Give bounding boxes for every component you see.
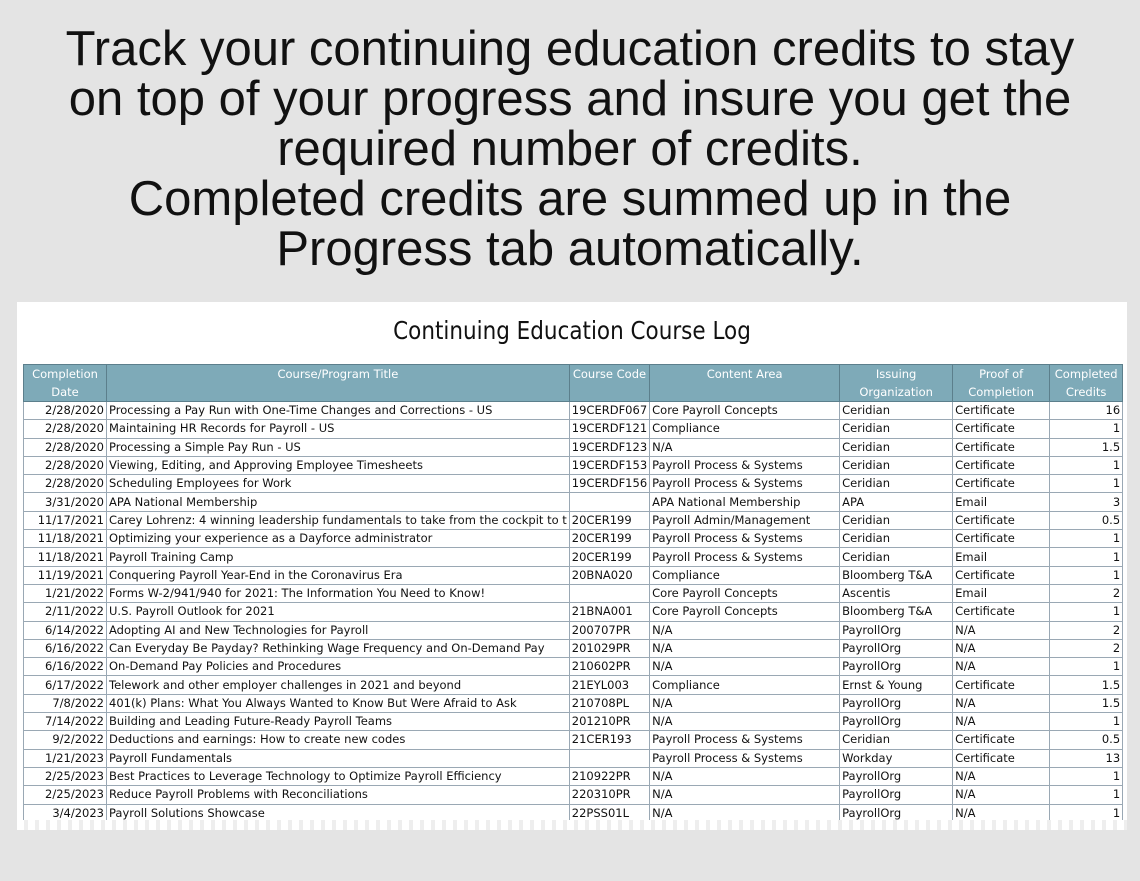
cell-proof[interactable]: N/A bbox=[953, 621, 1050, 639]
cell-date[interactable]: 2/11/2022 bbox=[24, 603, 107, 621]
cell-title[interactable]: Payroll Fundamentals bbox=[107, 749, 570, 767]
cell-code[interactable]: 19CERDF123 bbox=[569, 438, 649, 456]
cell-credits[interactable]: 1 bbox=[1050, 713, 1123, 731]
cell-date[interactable]: 3/31/2020 bbox=[24, 493, 107, 511]
cell-content-area[interactable]: Payroll Process & Systems bbox=[650, 456, 840, 474]
cell-code[interactable]: 21CER193 bbox=[569, 731, 649, 749]
cell-title[interactable]: Adopting AI and New Technologies for Payroll bbox=[107, 621, 570, 639]
cell-credits[interactable]: 2 bbox=[1050, 621, 1123, 639]
table-row bbox=[24, 511, 1123, 529]
column-header[interactable]: Course/Program Title bbox=[107, 365, 570, 402]
cell-credits[interactable]: 1 bbox=[1050, 804, 1123, 822]
cell-organization[interactable]: Bloomberg T&A bbox=[840, 566, 953, 584]
cell-credits[interactable]: 1 bbox=[1050, 548, 1123, 566]
cell-title[interactable]: Forms W-2/941/940 for 2021: The Information You Need to Know! bbox=[107, 584, 570, 602]
cell-proof[interactable]: Certificate bbox=[953, 731, 1050, 749]
table-row bbox=[24, 676, 1123, 694]
cell-credits[interactable]: 1.5 bbox=[1050, 438, 1123, 456]
cell-title[interactable]: Deductions and earnings: How to create new codes bbox=[107, 731, 570, 749]
cell-proof[interactable]: N/A bbox=[953, 767, 1050, 785]
cell-content-area[interactable]: N/A bbox=[650, 767, 840, 785]
cell-title[interactable]: Conquering Payroll Year-End in the Coronavirus Era bbox=[107, 566, 570, 584]
table-row bbox=[24, 749, 1123, 767]
cell-content-area[interactable]: Core Payroll Concepts bbox=[650, 603, 840, 621]
cell-proof[interactable]: Certificate bbox=[953, 603, 1050, 621]
cell-organization[interactable]: Ceridian bbox=[840, 438, 953, 456]
cell-date[interactable]: 2/28/2020 bbox=[24, 402, 107, 420]
table-row bbox=[24, 402, 1123, 420]
spreadsheet bbox=[17, 302, 1127, 828]
table-row bbox=[24, 621, 1123, 639]
cell-code[interactable]: 210922PR bbox=[569, 767, 649, 785]
cell-title[interactable]: Scheduling Employees for Work bbox=[107, 475, 570, 493]
cell-proof[interactable]: Certificate bbox=[953, 566, 1050, 584]
cell-proof[interactable]: N/A bbox=[953, 786, 1050, 804]
cell-organization[interactable]: PayrollOrg bbox=[840, 786, 953, 804]
table-row bbox=[24, 731, 1123, 749]
cell-credits[interactable]: 16 bbox=[1050, 402, 1123, 420]
cell-code[interactable] bbox=[569, 749, 649, 767]
cell-credits[interactable]: 1 bbox=[1050, 530, 1123, 548]
column-header[interactable]: Completed Credits bbox=[1050, 365, 1123, 402]
header-row bbox=[24, 365, 1123, 402]
table-row bbox=[24, 548, 1123, 566]
cell-proof[interactable]: Certificate bbox=[953, 438, 1050, 456]
cell-credits[interactable]: 0.5 bbox=[1050, 511, 1123, 529]
cell-proof[interactable]: Certificate bbox=[953, 456, 1050, 474]
cell-content-area[interactable]: Payroll Admin/Management bbox=[650, 511, 840, 529]
table-row bbox=[24, 694, 1123, 712]
table-row bbox=[24, 456, 1123, 474]
cell-code[interactable]: 210708PL bbox=[569, 694, 649, 712]
cell-proof[interactable]: N/A bbox=[953, 804, 1050, 822]
cell-title[interactable]: On-Demand Pay Policies and Procedures bbox=[107, 658, 570, 676]
cell-title[interactable]: Building and Leading Future-Ready Payroll Teams bbox=[107, 713, 570, 731]
cell-title[interactable]: Can Everyday Be Payday? Rethinking Wage Frequency and On-Demand Pay bbox=[107, 639, 570, 657]
cell-credits[interactable]: 1 bbox=[1050, 475, 1123, 493]
cell-title[interactable]: Reduce Payroll Problems with Reconciliations bbox=[107, 786, 570, 804]
cell-proof[interactable]: Email bbox=[953, 584, 1050, 602]
table-row bbox=[24, 584, 1123, 602]
cell-organization[interactable]: Ceridian bbox=[840, 511, 953, 529]
column-header[interactable]: Completion Date bbox=[24, 365, 107, 402]
cell-title[interactable]: U.S. Payroll Outlook for 2021 bbox=[107, 603, 570, 621]
table-row bbox=[24, 713, 1123, 731]
cell-content-area[interactable]: N/A bbox=[650, 694, 840, 712]
cell-code[interactable]: 201029PR bbox=[569, 639, 649, 657]
cell-date[interactable]: 9/2/2022 bbox=[24, 731, 107, 749]
cell-content-area[interactable]: N/A bbox=[650, 621, 840, 639]
cell-code[interactable]: 20CER199 bbox=[569, 511, 649, 529]
cell-code[interactable]: 19CERDF121 bbox=[569, 420, 649, 438]
cell-date[interactable]: 1/21/2023 bbox=[24, 749, 107, 767]
cell-proof[interactable]: Certificate bbox=[953, 530, 1050, 548]
cell-content-area[interactable]: N/A bbox=[650, 658, 840, 676]
cell-credits[interactable]: 3 bbox=[1050, 493, 1123, 511]
cell-code[interactable]: 210602PR bbox=[569, 658, 649, 676]
cell-content-area[interactable]: N/A bbox=[650, 786, 840, 804]
cell-credits[interactable]: 1.5 bbox=[1050, 694, 1123, 712]
sheet-title: Continuing Education Course Log bbox=[393, 316, 751, 345]
cell-proof[interactable]: Certificate bbox=[953, 402, 1050, 420]
cell-code[interactable]: 200707PR bbox=[569, 621, 649, 639]
cell-code[interactable]: 20CER199 bbox=[569, 530, 649, 548]
cell-proof[interactable]: N/A bbox=[953, 713, 1050, 731]
cell-date[interactable]: 2/28/2020 bbox=[24, 438, 107, 456]
cell-code[interactable]: 19CERDF153 bbox=[569, 456, 649, 474]
cell-proof[interactable]: N/A bbox=[953, 694, 1050, 712]
cell-date[interactable]: 7/14/2022 bbox=[24, 713, 107, 731]
cell-organization[interactable]: Workday bbox=[840, 749, 953, 767]
cell-code[interactable]: 19CERDF067 bbox=[569, 402, 649, 420]
cell-code[interactable]: 220310PR bbox=[569, 786, 649, 804]
cell-organization[interactable]: Ceridian bbox=[840, 548, 953, 566]
cell-content-area[interactable]: Payroll Process & Systems bbox=[650, 548, 840, 566]
cell-credits[interactable]: 1 bbox=[1050, 786, 1123, 804]
table-row bbox=[24, 786, 1123, 804]
cell-content-area[interactable]: Payroll Process & Systems bbox=[650, 475, 840, 493]
cell-organization[interactable]: PayrollOrg bbox=[840, 713, 953, 731]
cell-content-area[interactable]: N/A bbox=[650, 713, 840, 731]
cell-content-area[interactable]: Core Payroll Concepts bbox=[650, 402, 840, 420]
cell-date[interactable]: 2/25/2023 bbox=[24, 786, 107, 804]
column-header[interactable]: Content Area bbox=[650, 365, 840, 402]
cell-organization[interactable]: PayrollOrg bbox=[840, 804, 953, 822]
course-log-table bbox=[23, 364, 1123, 823]
cell-date[interactable]: 11/19/2021 bbox=[24, 566, 107, 584]
cell-code[interactable] bbox=[569, 584, 649, 602]
cell-proof[interactable]: Certificate bbox=[953, 749, 1050, 767]
cell-proof[interactable]: Email bbox=[953, 548, 1050, 566]
cell-content-area[interactable]: N/A bbox=[650, 804, 840, 822]
cell-title[interactable]: Processing a Pay Run with One-Time Changes and Corrections - US bbox=[107, 402, 570, 420]
cell-credits[interactable]: 1 bbox=[1050, 420, 1123, 438]
cell-date[interactable]: 2/28/2020 bbox=[24, 456, 107, 474]
cell-date[interactable]: 1/21/2022 bbox=[24, 584, 107, 602]
cell-date[interactable]: 2/28/2020 bbox=[24, 420, 107, 438]
cell-title[interactable]: Carey Lohrenz: 4 winning leadership fundamentals to take from the cockpit to t bbox=[107, 511, 570, 529]
cell-credits[interactable]: 1 bbox=[1050, 603, 1123, 621]
cell-organization[interactable]: Ceridian bbox=[840, 475, 953, 493]
cell-content-area[interactable]: APA National Membership bbox=[650, 493, 840, 511]
headline-line: required number of credits. bbox=[277, 122, 863, 176]
cell-organization[interactable]: Ceridian bbox=[840, 731, 953, 749]
cell-content-area[interactable]: Core Payroll Concepts bbox=[650, 584, 840, 602]
cell-date[interactable]: 6/16/2022 bbox=[24, 639, 107, 657]
table-row bbox=[24, 767, 1123, 785]
cell-organization[interactable]: PayrollOrg bbox=[840, 694, 953, 712]
cell-organization[interactable]: Ceridian bbox=[840, 402, 953, 420]
cell-title[interactable]: 401(k) Plans: What You Always Wanted to Know But Were Afraid to Ask bbox=[107, 694, 570, 712]
cell-date[interactable]: 2/28/2020 bbox=[24, 475, 107, 493]
cell-title[interactable]: Payroll Training Camp bbox=[107, 548, 570, 566]
headline-line: Track your continuing education credits to stay bbox=[65, 22, 1075, 76]
cell-code[interactable]: 21BNA001 bbox=[569, 603, 649, 621]
cell-organization[interactable]: Ernst & Young bbox=[840, 676, 953, 694]
cell-code[interactable]: 20CER199 bbox=[569, 548, 649, 566]
cell-content-area[interactable]: N/A bbox=[650, 438, 840, 456]
cell-date[interactable]: 2/25/2023 bbox=[24, 767, 107, 785]
column-header[interactable]: Issuing Organization bbox=[840, 365, 953, 402]
cell-title[interactable]: APA National Membership bbox=[107, 493, 570, 511]
cell-code[interactable] bbox=[569, 493, 649, 511]
cell-organization[interactable]: Ascentis bbox=[840, 584, 953, 602]
table-row bbox=[24, 420, 1123, 438]
cell-title[interactable]: Optimizing your experience as a Dayforce administrator bbox=[107, 530, 570, 548]
cell-date[interactable]: 6/17/2022 bbox=[24, 676, 107, 694]
cell-proof[interactable]: N/A bbox=[953, 658, 1050, 676]
table-row bbox=[24, 493, 1123, 511]
cell-organization[interactable]: APA bbox=[840, 493, 953, 511]
cell-organization[interactable]: PayrollOrg bbox=[840, 658, 953, 676]
cell-credits[interactable]: 1.5 bbox=[1050, 676, 1123, 694]
cell-content-area[interactable]: Payroll Process & Systems bbox=[650, 749, 840, 767]
cell-date[interactable]: 11/18/2021 bbox=[24, 530, 107, 548]
cell-credits[interactable]: 0.5 bbox=[1050, 731, 1123, 749]
cell-proof[interactable]: Certificate bbox=[953, 420, 1050, 438]
cell-credits[interactable]: 2 bbox=[1050, 584, 1123, 602]
cell-proof[interactable]: Certificate bbox=[953, 511, 1050, 529]
cell-date[interactable]: 6/14/2022 bbox=[24, 621, 107, 639]
table-row bbox=[24, 603, 1123, 621]
cell-organization[interactable]: Ceridian bbox=[840, 456, 953, 474]
headline-line: Completed credits are summed up in the bbox=[128, 172, 1012, 226]
headline-line: on top of your progress and insure you get the bbox=[68, 72, 1072, 126]
table-row bbox=[24, 639, 1123, 657]
cell-code[interactable]: 201210PR bbox=[569, 713, 649, 731]
cell-date[interactable]: 6/16/2022 bbox=[24, 658, 107, 676]
column-header[interactable]: Course Code bbox=[569, 365, 649, 402]
table-body bbox=[24, 402, 1123, 823]
cell-title[interactable]: Viewing, Editing, and Approving Employee Timesheets bbox=[107, 456, 570, 474]
cell-content-area[interactable]: Compliance bbox=[650, 566, 840, 584]
cell-credits[interactable]: 1 bbox=[1050, 767, 1123, 785]
cell-title[interactable]: Processing a Simple Pay Run - US bbox=[107, 438, 570, 456]
cell-code[interactable]: 20BNA020 bbox=[569, 566, 649, 584]
cell-organization[interactable]: PayrollOrg bbox=[840, 639, 953, 657]
cell-content-area[interactable]: Payroll Process & Systems bbox=[650, 530, 840, 548]
cell-title[interactable]: Best Practices to Leverage Technology to Optimize Payroll Efficiency bbox=[107, 767, 570, 785]
table-row bbox=[24, 475, 1123, 493]
cell-proof[interactable]: Certificate bbox=[953, 676, 1050, 694]
cell-date[interactable]: 11/17/2021 bbox=[24, 511, 107, 529]
cell-content-area[interactable]: Payroll Process & Systems bbox=[650, 731, 840, 749]
cell-title[interactable]: Payroll Solutions Showcase bbox=[107, 804, 570, 822]
cell-credits[interactable]: 1 bbox=[1050, 566, 1123, 584]
cell-proof[interactable]: Email bbox=[953, 493, 1050, 511]
table-row bbox=[24, 530, 1123, 548]
table-row bbox=[24, 438, 1123, 456]
cell-organization[interactable]: PayrollOrg bbox=[840, 767, 953, 785]
cell-organization[interactable]: PayrollOrg bbox=[840, 621, 953, 639]
torn-edge bbox=[17, 820, 1127, 830]
column-header[interactable]: Proof of Completion bbox=[953, 365, 1050, 402]
cell-code[interactable]: 22PSS01L bbox=[569, 804, 649, 822]
cell-content-area[interactable]: Compliance bbox=[650, 676, 840, 694]
cell-code[interactable]: 19CERDF156 bbox=[569, 475, 649, 493]
cell-proof[interactable]: N/A bbox=[953, 639, 1050, 657]
cell-title[interactable]: Maintaining HR Records for Payroll - US bbox=[107, 420, 570, 438]
cell-organization[interactable]: Ceridian bbox=[840, 420, 953, 438]
cell-date[interactable]: 3/4/2023 bbox=[24, 804, 107, 822]
headline-line: Progress tab automatically. bbox=[276, 222, 864, 276]
cell-code[interactable]: 21EYL003 bbox=[569, 676, 649, 694]
headline bbox=[0, 24, 1140, 274]
cell-content-area[interactable]: Compliance bbox=[650, 420, 840, 438]
cell-credits[interactable]: 13 bbox=[1050, 749, 1123, 767]
table-row bbox=[24, 658, 1123, 676]
cell-date[interactable]: 11/18/2021 bbox=[24, 548, 107, 566]
cell-organization[interactable]: Ceridian bbox=[840, 530, 953, 548]
cell-content-area[interactable]: N/A bbox=[650, 639, 840, 657]
cell-organization[interactable]: Bloomberg T&A bbox=[840, 603, 953, 621]
cell-credits[interactable]: 1 bbox=[1050, 456, 1123, 474]
cell-credits[interactable]: 2 bbox=[1050, 639, 1123, 657]
cell-proof[interactable]: Certificate bbox=[953, 475, 1050, 493]
table-row bbox=[24, 566, 1123, 584]
cell-date[interactable]: 7/8/2022 bbox=[24, 694, 107, 712]
cell-credits[interactable]: 1 bbox=[1050, 658, 1123, 676]
cell-title[interactable]: Telework and other employer challenges in 2021 and beyond bbox=[107, 676, 570, 694]
